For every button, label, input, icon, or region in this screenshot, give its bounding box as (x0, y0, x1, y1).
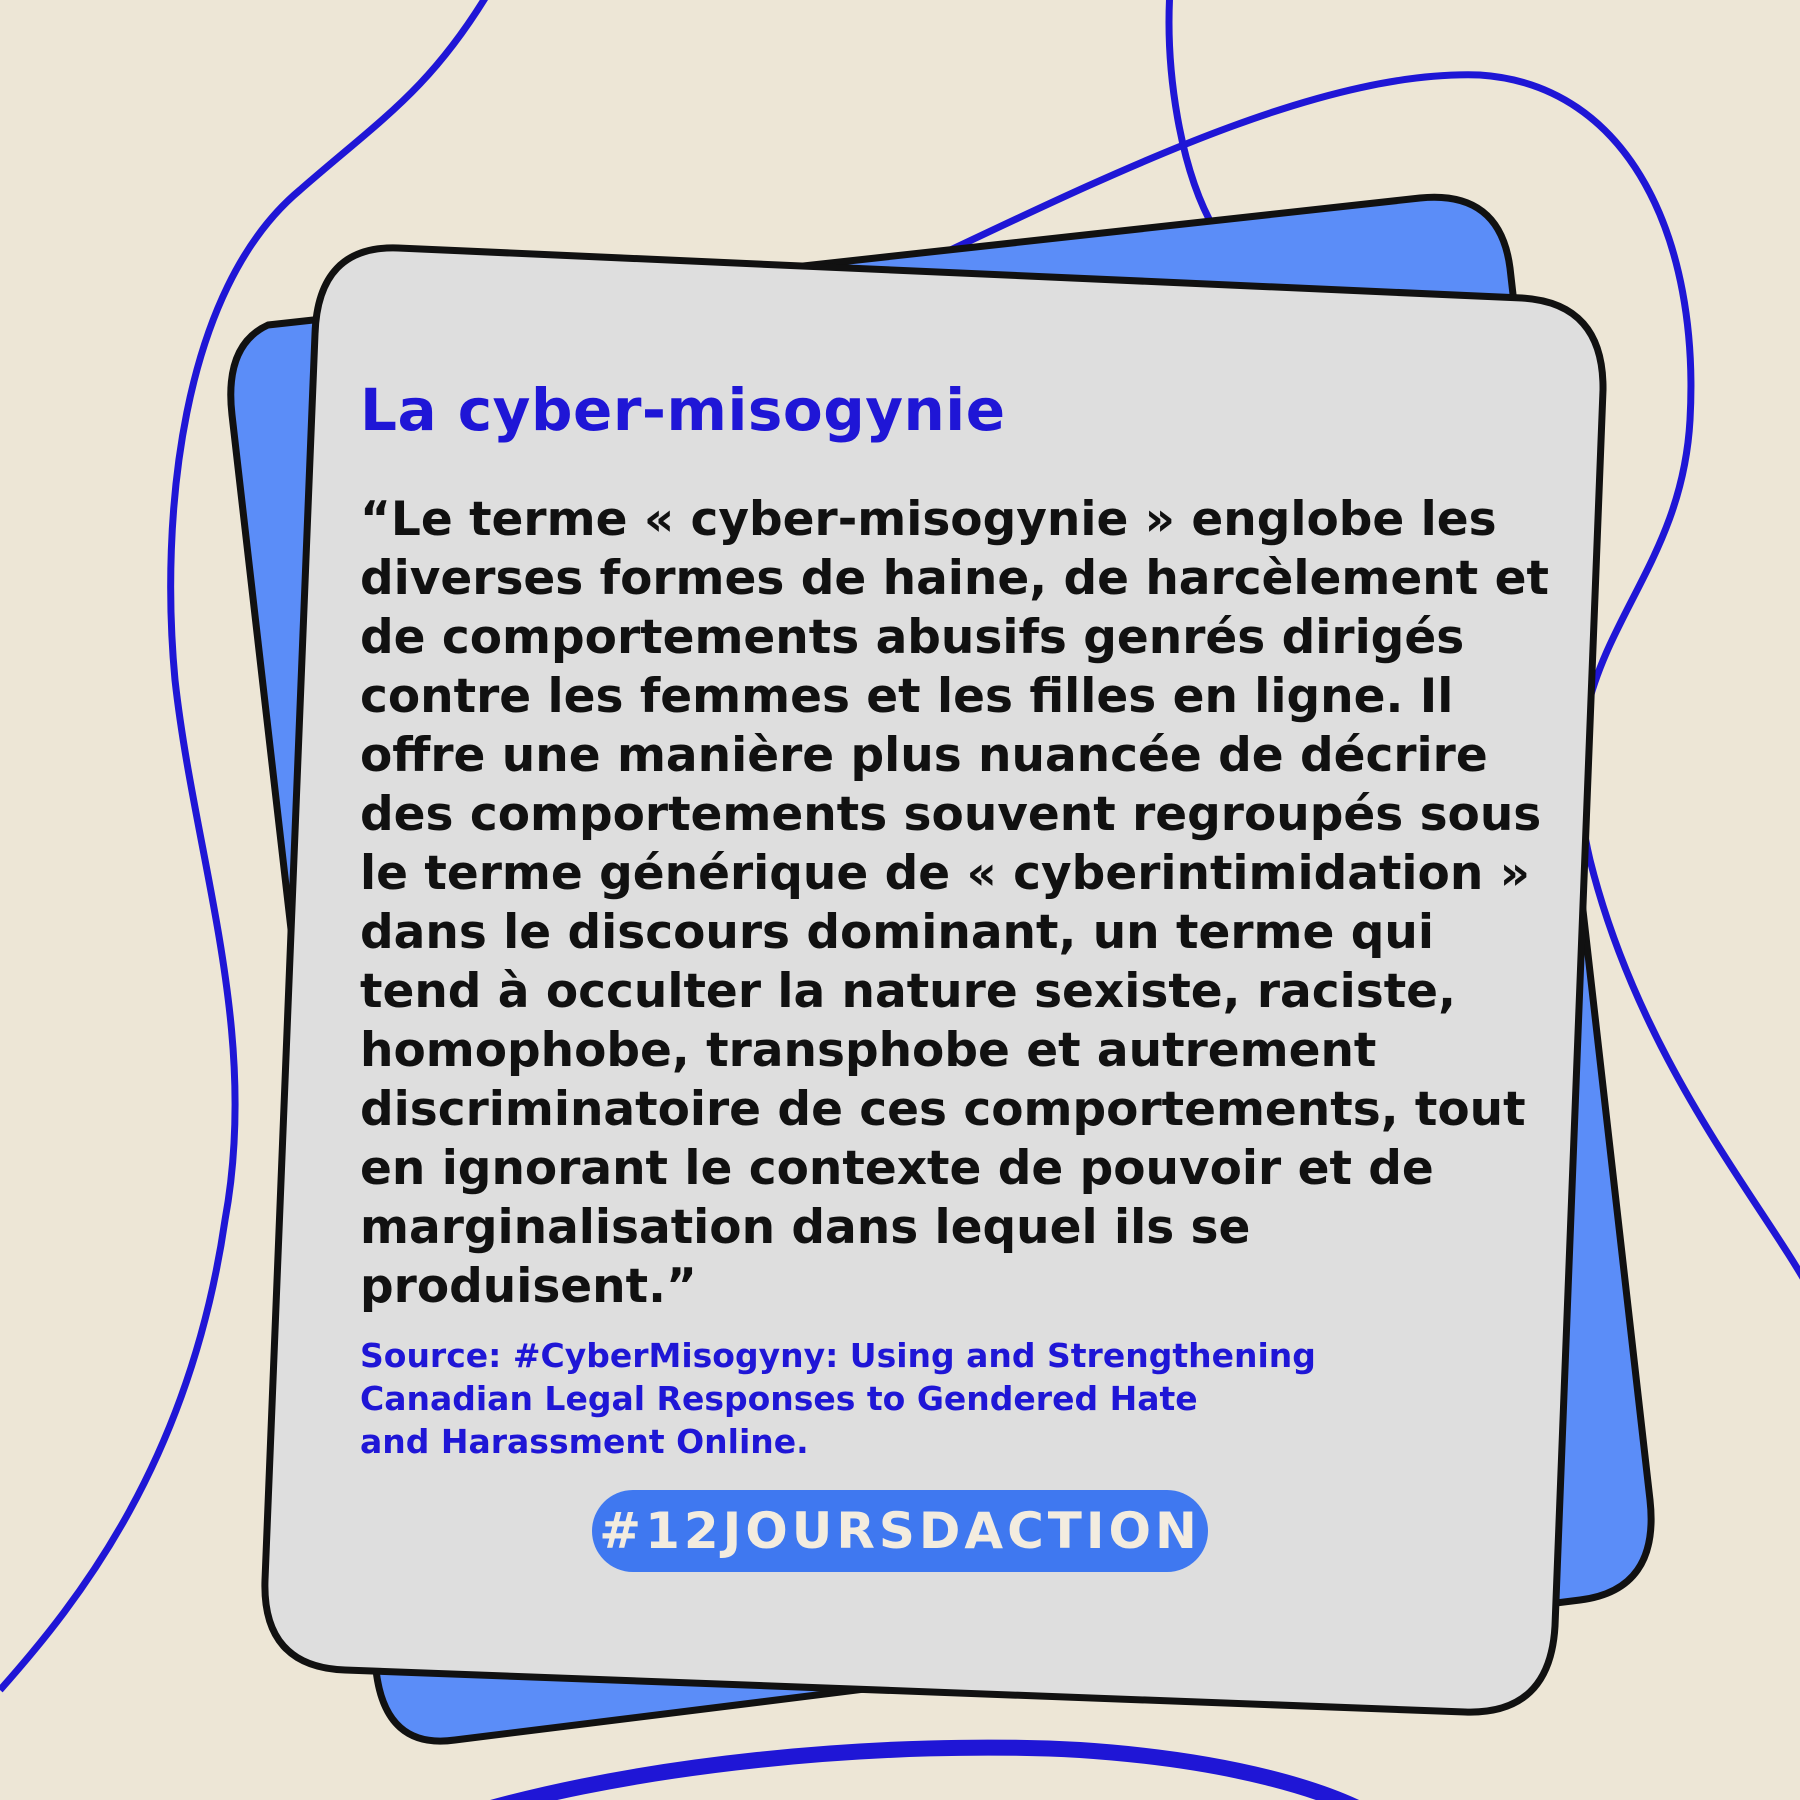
quote-text (360, 490, 1549, 1316)
quote-line: diverses formes de haine, de harcèlement et (360, 551, 1549, 606)
quote-line: en ignorant le contexte de pouvoir et de (360, 1141, 1434, 1196)
quote-line: contre les femmes et les filles en ligne. Il (360, 669, 1454, 724)
source-line: Canadian Legal Responses to Gendered Hate (360, 1379, 1198, 1418)
quote-line: de comportements abusifs genrés dirigés (360, 610, 1465, 665)
quote-line: homophobe, transphobe et autrement (360, 1023, 1377, 1078)
quote-line: le terme générique de « cyberintimidation » (360, 846, 1531, 901)
quote-line: offre une manière plus nuancée de décrire (360, 728, 1488, 783)
source-citation (360, 1334, 1360, 1463)
quote-line: marginalisation dans lequel ils se (360, 1200, 1251, 1255)
quote-line: tend à occulter la nature sexiste, raciste, (360, 964, 1456, 1019)
card-title: La cyber-misogynie (360, 376, 1006, 444)
quote-line: produisent.” (360, 1259, 697, 1314)
quote-line: dans le discours dominant, un terme qui (360, 905, 1434, 960)
source-line: and Harassment Online. (360, 1422, 809, 1461)
source-line: Source: #CyberMisogyny: Using and Strengthening (360, 1336, 1316, 1375)
quote-line: discriminatoire de ces comportements, tout (360, 1082, 1526, 1137)
quote-line: “Le terme « cyber-misogynie » englobe les (360, 492, 1497, 547)
hashtag-pill: #12JOURSDACTION (592, 1490, 1208, 1572)
quote-line: des comportements souvent regroupés sous (360, 787, 1542, 842)
